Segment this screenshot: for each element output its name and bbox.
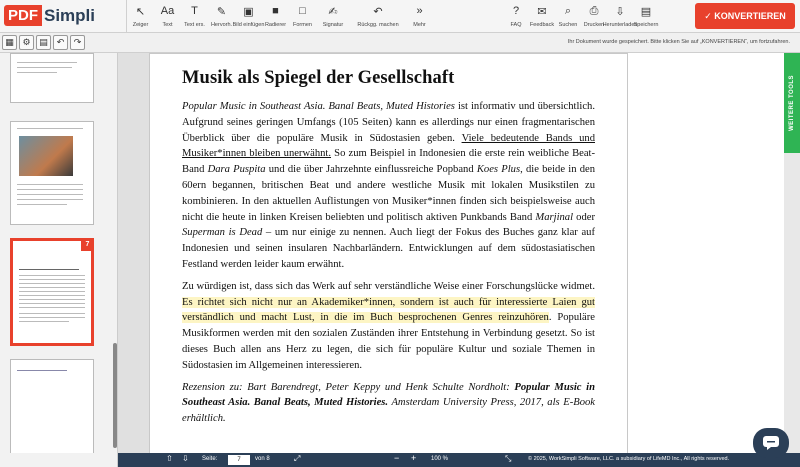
save-message: Ihr Dokument wurde gespeichert. Bitte klicken Sie auf „KONVERTIEREN“, um fortzufahren. (567, 39, 790, 45)
eraser-tool[interactable] (262, 0, 289, 33)
convert-button[interactable]: ✓ KONVERTIEREN (695, 3, 795, 29)
grid-view-icon[interactable]: ▦ (2, 35, 17, 50)
thumbnail-footer (0, 453, 118, 467)
tool-label: Radierer (264, 22, 287, 28)
bottom-bar (118, 453, 800, 467)
undo-tool[interactable] (350, 0, 406, 33)
image-icon: ▣ (243, 5, 254, 18)
editing-tools (126, 0, 433, 33)
highlight-icon: ✎ (216, 5, 227, 18)
highlight-tool[interactable] (208, 0, 235, 33)
zoom-in-button[interactable]: + (411, 453, 417, 463)
logo-pdf: PDF (4, 5, 42, 26)
file-tools (503, 0, 659, 33)
page-label: Seite: (202, 456, 218, 462)
more-tool[interactable] (406, 0, 433, 33)
undo-icon: ↶ (373, 5, 383, 18)
shapes-tool[interactable] (289, 0, 316, 33)
page-thumbnail-5[interactable] (10, 53, 94, 103)
signature-tool[interactable] (316, 0, 350, 33)
thumbnail-image (19, 136, 73, 176)
arrow-down-icon[interactable]: ⇩ (182, 454, 189, 463)
redo-icon[interactable]: ↷ (70, 35, 85, 50)
shapes-icon: □ (299, 5, 306, 17)
logo-simpli: Simpli (44, 5, 96, 25)
signature-icon: ✍ (328, 5, 338, 18)
document-margin (628, 53, 784, 453)
right-gutter (784, 153, 800, 453)
text-tool[interactable] (154, 0, 181, 33)
tool-label: Speichern (633, 22, 659, 28)
tool-label: Hervorh. (210, 22, 233, 28)
save-icon: ▤ (640, 5, 652, 18)
more-icon: » (416, 5, 423, 17)
chat-button[interactable] (753, 428, 789, 458)
cursor-tool[interactable] (127, 0, 154, 33)
cursor-icon: ↖ (135, 5, 146, 18)
search-tool[interactable] (555, 0, 581, 33)
page-title: Musik als Spiegel der Gesellschaft (182, 68, 455, 88)
zoom-out-button[interactable]: − (394, 453, 400, 463)
page-thumbnail-8[interactable] (10, 359, 94, 453)
text-replace-icon: T (191, 5, 198, 17)
undo-icon[interactable]: ↶ (53, 35, 68, 50)
tool-label: Rückgg. machen (357, 22, 399, 28)
copyright: © 2025, WorkSimpli Software, LLC. a subsidiary of LifeMD Inc., All rights reserved. (528, 456, 730, 462)
eraser-icon: ■ (272, 5, 279, 17)
sub-toolbar (0, 33, 800, 53)
tool-label: Formen (293, 22, 312, 28)
search-icon: ⌕ (564, 4, 572, 17)
page-number-input[interactable]: 7 (228, 455, 250, 465)
fit-icon[interactable]: ⤢ (294, 454, 301, 463)
fullscreen-icon[interactable]: ⤡ (505, 454, 512, 463)
print-icon: ⎙ (589, 4, 599, 17)
image-tool[interactable] (232, 0, 265, 33)
feedback-tool[interactable] (529, 0, 555, 33)
tool-label: Herunterladen (602, 22, 638, 28)
faq-tool[interactable] (503, 0, 529, 33)
page-total: von 8 (255, 456, 270, 462)
document-page[interactable] (149, 53, 628, 453)
chat-icon (762, 435, 780, 451)
faq-icon: ? (512, 5, 520, 17)
document-viewer (118, 53, 784, 453)
text-replace-tool[interactable] (181, 0, 208, 33)
print-tool[interactable] (581, 0, 607, 33)
tool-label: Text ers. (184, 22, 205, 28)
thumbnail-panel (0, 53, 118, 453)
page-thumbnail-6[interactable] (10, 121, 94, 225)
download-tool[interactable] (602, 0, 638, 33)
tool-label: FAQ (510, 22, 522, 28)
tool-label: Bild einfügen (232, 22, 265, 28)
text-icon: Aa (160, 5, 175, 17)
underlined-text: Viele bedeutende Bands und Musiker*innen bleiben unerwähnt. (182, 132, 595, 160)
more-tools-tab[interactable]: WEITERE TOOLS (784, 53, 800, 153)
page-thumbnail-7[interactable] (10, 238, 94, 346)
page-number-badge: 7 (81, 238, 94, 251)
download-icon: ⇩ (615, 5, 625, 18)
page-settings-icon[interactable]: ⚙ (19, 35, 34, 50)
paragraph-2[interactable]: Zu würdigen ist, dass sich das Werk auf sehr verständliche Weise einer Forschungslücke widmet. Es richtet sich nicht nur an Akademiker*innen, sondern ist auch für interessierte Laien gut verständlich und macht Lust, in die im Buch besprochenen Genres reinzuhören. Populäre Musikformen werden mit den sozialen Zuständen ihrer Entstehung in Verbindung gesetzt. So ist dieses Buch allen ans Herz zu legen, die sich für populäre Kultur und soziale Themen in Südostasien im Allgemeinen interessieren. (182, 280, 595, 371)
highlighted-text: Es richtet sich nicht nur an Akademiker*innen, sondern ist auch für interessierte Laien gut verständlich und macht Lust, in die im Buch besprochenen Genres reinzuhören (182, 296, 595, 324)
tool-label: Mehr (413, 22, 426, 28)
paragraph-1[interactable]: Popular Music in Southeast Asia. Banal Beats, Muted Histories ist informativ und übersichtlich. Aufgrund seines geringen Umfangs (105 Seiten) kann es allerdings nur einen fragmentarischen Überblick über die populäre Musik in Südostasien geben. Viele bedeutende Bands und Musiker*innen bleiben unerwähnt. So zum Beispiel in Indonesien die erste rein weibliche Beat-Band Dara Puspita und die über Jahrzehnte einflussreiche Popband Koes Plus, die beide in den 60ern begannen, britischen Beat und andere westliche Musik mit lokalen Musikstilen zu kombinieren. In den aktuellen Auflistungen von Musiker*innen finden sich beispielsweise auch nicht die heute in linken Kreisen beliebten und politisch aktiven Punkbands Band Marjinal oder Superman is Dead – um nur einige zu nennen. Auch liegt der Fokus des Buches ganz klar auf Indonesien und seinen insularen Nachbarländern. Entwicklungen auf dem südostasiatischen Festland werden leider kaum erwähnt. (182, 101, 596, 270)
top-toolbar (0, 0, 800, 33)
tool-label: Drucken (583, 22, 605, 28)
zoom-level[interactable]: 100 % (431, 456, 449, 462)
tool-label: Suchen (558, 22, 578, 28)
arrow-up-icon[interactable]: ⇧ (166, 454, 173, 463)
page-tools-icon[interactable]: ▤ (36, 35, 51, 50)
tool-label: Signatur (322, 22, 344, 28)
feedback-icon: ✉ (537, 5, 547, 18)
app-logo[interactable] (4, 4, 95, 26)
tool-label: Text (162, 22, 173, 28)
tool-label: Feedback (529, 22, 555, 28)
paragraph-3[interactable]: Rezension zu: Bart Barendregt, Peter Keppy und Henk Schulte Nordholt: Popular Music in Southeast Asia. Banal Beats, Muted Histories. Amsterdam University Press, 2017, als E-Book erhältlich. (182, 381, 595, 425)
save-tool[interactable] (633, 0, 659, 33)
thumbnail-scrollbar[interactable] (113, 343, 117, 448)
tool-label: Zeiger (132, 22, 149, 28)
